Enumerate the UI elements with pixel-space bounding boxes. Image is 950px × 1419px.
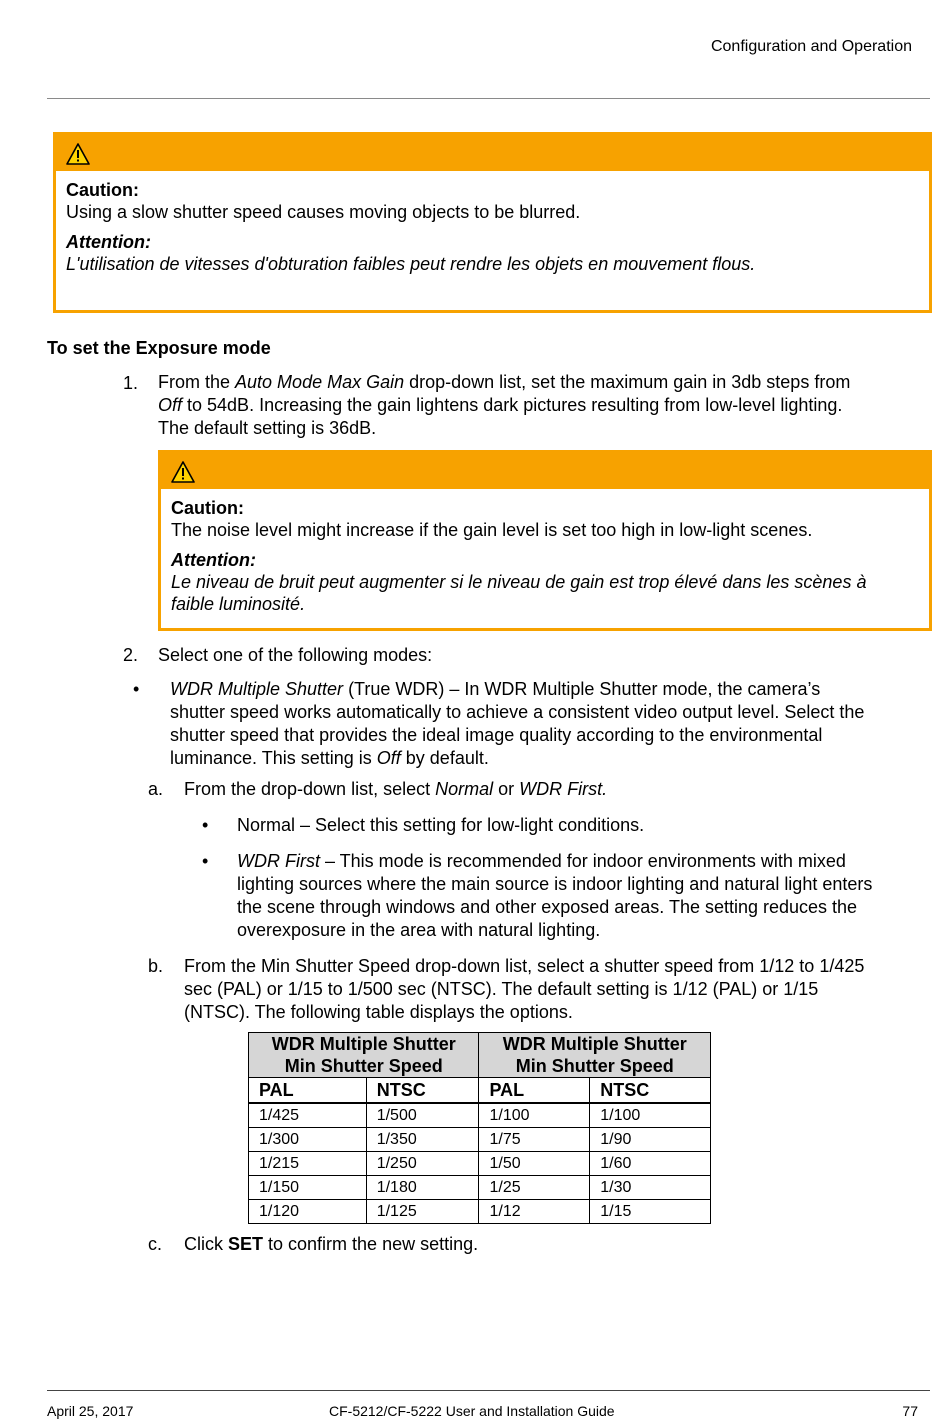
attention-text: L'utilisation de vitesses d'obturation faibles peut rendre les objets en mouvement flous. [66,254,756,274]
wdr-first-description: WDR First – This mode is recommended for indoor environments with mixed lighting sources where the main source is indoor lighting and natural light enters the scene through windows and other exposed areas. The setting reduces the overexposure in the area with natural lighting. [237,851,873,940]
table-group-header: WDR Multiple Shutter Min Shutter Speed [479,1033,711,1078]
footer-guide-title: CF-5212/CF-5222 User and Installation Guide [329,1403,615,1419]
table-cell: 1/180 [366,1176,479,1200]
table-row [249,1128,711,1152]
sub-step-c-text: Click SET to confirm the new setting. [184,1234,479,1254]
caution-text: The noise level might increase if the gain level is set too high in low-light scenes. [171,520,813,540]
sub-step-c-letter: c. [148,1234,163,1254]
table-cell: 1/250 [366,1152,479,1176]
bullet-marker: • [133,679,140,699]
table-row [249,1200,711,1224]
wdr-multiple-shutter-term: WDR Multiple Shutter [170,679,344,699]
table-cell: 1/15 [590,1200,711,1224]
set-button-reference: SET [228,1234,264,1254]
footer-date: April 25, 2017 [47,1403,134,1419]
table-cell: 1/125 [366,1200,479,1224]
table-cell: 1/25 [479,1176,590,1200]
table-cell: 1/75 [479,1128,590,1152]
step-2-text: Select one of the following modes: [158,645,433,665]
caution-box-noise-level [158,450,932,631]
sub-step-b-text: From the Min Shutter Speed drop-down list, select a shutter speed from 1/12 to 1/425 sec (PAL) or 1/15 to 1/500 sec (NTSC). The default setting is 1/12 (PAL) or 1/15 (NTSC). The following table displays the options. [184,956,865,1022]
table-row [249,1103,711,1128]
attention-text-line-1: Le niveau de bruit peut augmenter si le niveau de gain est trop élevé dans les scènes à [171,572,867,592]
step-1-text: From the Auto Mode Max Gain drop-down list, set the maximum gain in 3db steps from Off to 54dB. Increasing the gain lightens dark pictures resulting from low-level lighting. The default setting is 36dB. [158,372,851,438]
attention-label: Attention: [66,232,151,252]
table-cell: 1/120 [249,1200,367,1224]
table-cell: 1/350 [366,1128,479,1152]
table-cell: 1/150 [249,1176,367,1200]
table-cell: 1/425 [249,1103,367,1128]
column-header: NTSC [590,1078,711,1104]
page-header-title: Configuration and Operation [710,38,912,55]
step-1-number: 1. [123,373,139,393]
caution-box-slow-shutter [53,132,932,313]
column-header: NTSC [366,1078,479,1104]
bullet-marker: • [202,815,209,835]
table-cell: 1/500 [366,1103,479,1128]
column-header: PAL [479,1078,590,1104]
wdr-first-term: WDR First [237,851,320,871]
table-cell: 1/90 [590,1128,711,1152]
sub-step-a-letter: a. [148,779,164,799]
normal-mode-description: Normal – Select this setting for low-light conditions. [237,815,645,835]
caution-banner [161,453,929,489]
table-cell: 1/50 [479,1152,590,1176]
attention-text-line-2: faible luminosité. [171,594,306,614]
sub-step-a-text: From the drop-down list, select Normal or WDR First. [184,779,608,799]
table-cell: 1/100 [479,1103,590,1128]
auto-mode-max-gain-field: Auto Mode Max Gain [235,372,405,392]
step-2-number: 2. [123,645,139,665]
bullet-marker: • [202,851,209,871]
shutter-speed-options-table [248,1032,711,1224]
table-cell: 1/300 [249,1128,367,1152]
wdr-multiple-shutter-description: WDR Multiple Shutter (True WDR) – In WDR Multiple Shutter mode, the camera’s shutter speed works automatically to achieve a consistent video output level. Select the shutter speed that provides the ideal image quality according to the environmental luminance. This setting is Off by default. [170,679,865,768]
caution-label: Caution: [171,498,244,518]
table-cell: 1/100 [590,1103,711,1128]
table-cell: 1/60 [590,1152,711,1176]
table-row [249,1176,711,1200]
warning-icon [171,461,195,483]
table-cell: 1/12 [479,1200,590,1224]
table-row [249,1152,711,1176]
table-cell: 1/215 [249,1152,367,1176]
caution-banner [56,135,929,171]
caution-text: Using a slow shutter speed causes moving objects to be blurred. [66,202,581,222]
attention-label: Attention: [171,550,256,570]
section-heading: To set the Exposure mode [47,338,271,358]
table-cell: 1/30 [590,1176,711,1200]
caution-label: Caution: [66,180,139,200]
table-group-header: WDR Multiple Shutter Min Shutter Speed [249,1033,479,1078]
footer-page-number: 77 [902,1403,918,1419]
warning-icon [66,143,90,165]
column-header: PAL [249,1078,367,1104]
header-divider [47,98,930,99]
footer-divider [47,1390,930,1391]
sub-step-b-letter: b. [148,956,164,976]
